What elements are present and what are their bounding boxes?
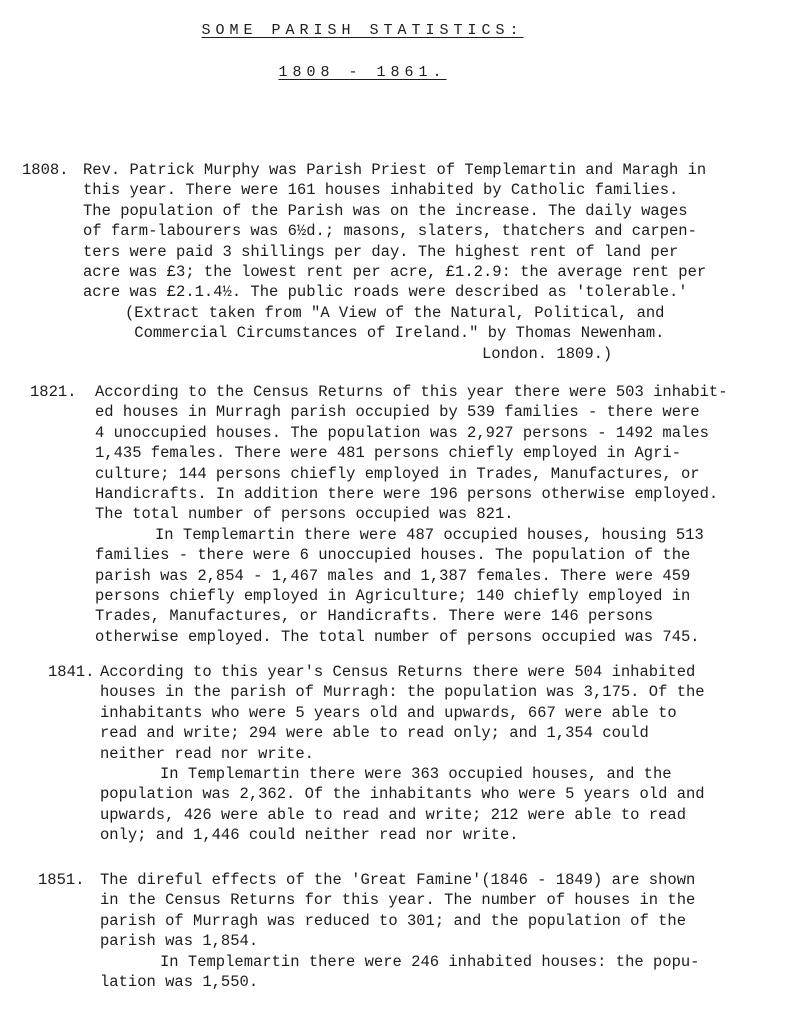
text-line: Handicrafts. In addition there were 196 persons otherwise employed. <box>95 485 719 504</box>
text-line: ed houses in Murragh parish occupied by 539 families - there were <box>95 403 700 422</box>
text-line: only; and 1,446 could neither read nor write. <box>100 826 519 845</box>
source-line: (Extract taken from "A View of the Natural, Political, and <box>125 304 665 322</box>
entry-year: 1821. <box>30 383 77 401</box>
text-line: Rev. Patrick Murphy was Parish Priest of Templemartin and Maragh in <box>83 161 707 179</box>
text-line: persons chiefly employed in Agriculture; 140 chiefly employed in <box>95 587 691 606</box>
text-line: In Templemartin there were 487 occupied houses, housing 513 <box>155 525 704 544</box>
text-line: The total number of persons occupied was 821. <box>95 505 514 524</box>
text-line: parish of Murragh was reduced to 301; and the population of the <box>100 911 686 930</box>
entry-year: 1851. <box>38 871 85 889</box>
text-line: upwards, 426 were able to read and write; 212 were able to read <box>100 805 686 824</box>
entry-year: 1808. <box>22 161 69 179</box>
source-citation <box>125 303 665 364</box>
source-line: Commercial Circumstances of Ireland." by Thomas Newenham. <box>125 324 665 343</box>
text-line: houses in the parish of Murragh: the population was 3,175. Of the <box>100 683 705 702</box>
text-line: lation was 1,550. <box>100 973 259 992</box>
text-line: ters were paid 3 shillings per day. The highest rent of land per <box>83 242 679 261</box>
entry-year: 1841. <box>48 663 95 681</box>
text-line: parish was 1,854. <box>100 932 259 951</box>
text-line: acre was £2.1.4½. The public roads were described as 'tolerable.' <box>83 283 688 302</box>
text-line: families - there were 6 unoccupied houses. The population of the <box>95 546 691 565</box>
text-line: The population of the Parish was on the increase. The daily wages <box>83 201 688 220</box>
entry-text <box>100 870 700 992</box>
text-line: Trades, Manufactures, or Handicrafts. There were 146 persons <box>95 607 654 626</box>
text-line: this year. There were 161 houses inhabited by Catholic families. <box>83 181 679 200</box>
entry-text <box>83 160 706 303</box>
text-line: of farm-labourers was 6½d.; masons, slaters, thatchers and carpen- <box>83 222 697 241</box>
text-line: 4 unoccupied houses. The population was 2,927 persons - 1492 males <box>95 423 709 442</box>
text-line: 1,435 females. There were 481 persons chiefly employed in Agri- <box>95 444 681 463</box>
text-line: According to this year's Census Returns there were 504 inhabited <box>100 663 696 681</box>
entry-text <box>95 382 728 647</box>
text-line: culture; 144 persons chiefly employed in Trades, Manufactures, or <box>95 464 700 483</box>
text-line: The direful effects of the 'Great Famine'(1846 - 1849) are shown <box>100 871 696 889</box>
page-title: SOME PARISH STATISTICS: <box>201 22 524 39</box>
page-subtitle: 1808 - 1861. <box>278 64 447 81</box>
text-line: read and write; 294 were able to read only; and 1,354 could <box>100 724 649 743</box>
text-line: inhabitants who were 5 years old and upwards, 667 were able to <box>100 703 677 722</box>
source-line: London. 1809.) <box>482 344 613 363</box>
text-line: parish was 2,854 - 1,467 males and 1,387 females. There were 459 <box>95 566 691 585</box>
text-line: In Templemartin there were 363 occupied houses, and the <box>160 765 672 784</box>
text-line: In Templemartin there were 246 inhabited houses: the popu- <box>160 952 700 971</box>
text-line: neither read nor write. <box>100 744 314 763</box>
text-line: otherwise employed. The total number of persons occupied was 745. <box>95 627 700 646</box>
text-line: in the Census Returns for this year. The number of houses in the <box>100 891 696 910</box>
text-line: According to the Census Returns of this year there were 503 inhabit- <box>95 383 728 401</box>
text-line: population was 2,362. Of the inhabitants who were 5 years old and <box>100 785 705 804</box>
entry-text <box>100 662 705 846</box>
text-line: acre was £3; the lowest rent per acre, £1.2.9: the average rent per <box>83 263 707 282</box>
